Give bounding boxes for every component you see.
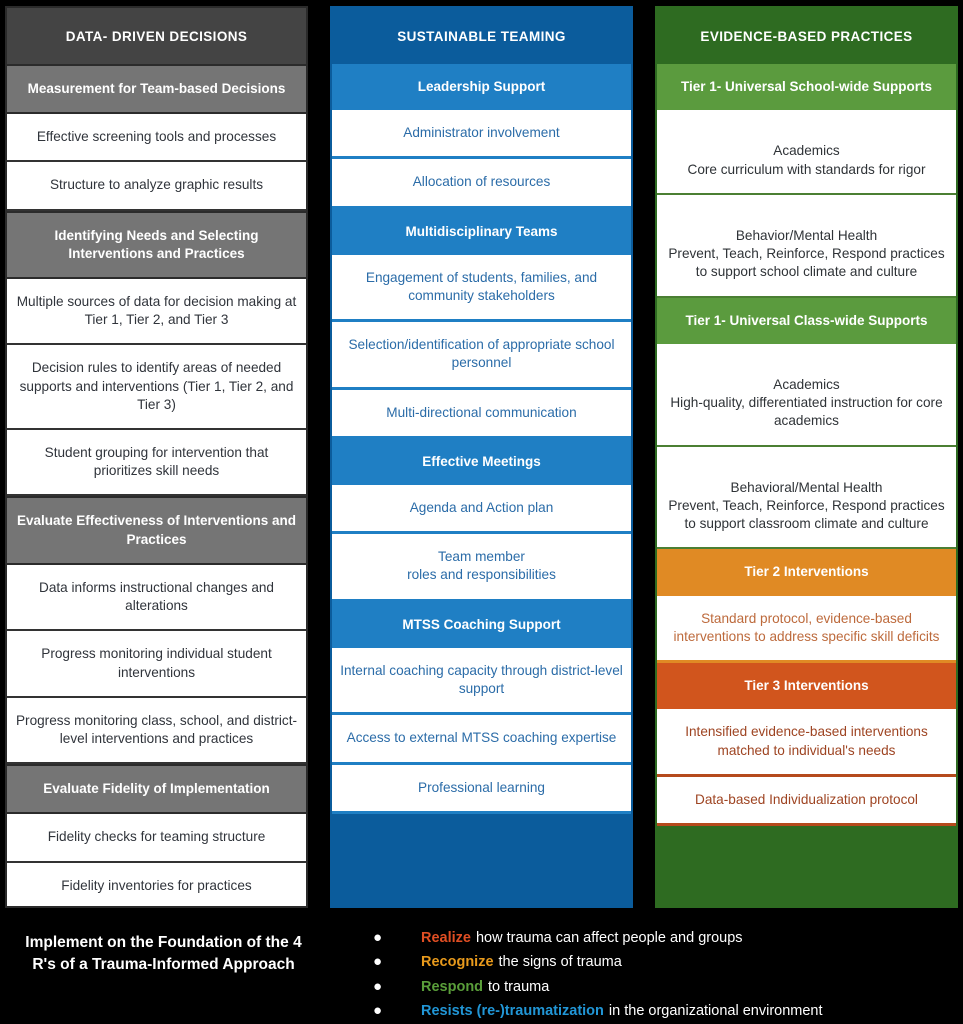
list-item: Standard protocol, evidence-based interventions to address specific skill deficits xyxy=(657,596,956,663)
list-item: Fidelity inventories for practices xyxy=(7,863,306,908)
section-header-evaluate-fidelity: Evaluate Fidelity of Implementation xyxy=(7,764,306,814)
section-header-tier2-interventions: Tier 2 Interventions xyxy=(657,549,956,595)
list-item xyxy=(351,999,957,1023)
list-item: Fidelity checks for teaming structure xyxy=(7,814,306,862)
bullet-icon: ● xyxy=(373,929,383,946)
footer-heading: Implement on the Foundation of the 4 R's of a Trauma-Informed Approach xyxy=(25,934,302,973)
four-rs-key: Realize xyxy=(421,930,471,946)
list-item: Access to external MTSS coaching expertise xyxy=(332,715,631,764)
list-item: Progress monitoring individual student interventions xyxy=(7,631,306,697)
footer-4rs-list xyxy=(321,918,957,1024)
list-item: Progress monitoring class, school, and district-level interventions and practices xyxy=(7,698,306,764)
footer-bar xyxy=(0,908,963,1024)
list-item: Decision rules to identify areas of needed supports and interventions (Tier 1, Tier 2, and Tier 3) xyxy=(7,345,306,430)
list-item xyxy=(351,975,957,999)
list-item: Behavior/Mental Health Prevent, Teach, Reinforce, Respond practices to support school climate and culture xyxy=(657,195,956,298)
list-item: Student grouping for intervention that prioritizes skill needs xyxy=(7,430,306,496)
section-header-identifying-needs: Identifying Needs and Selecting Interventions and Practices xyxy=(7,211,306,279)
list-item xyxy=(351,926,957,950)
section-header-multidisciplinary-teams: Multidisciplinary Teams xyxy=(332,209,631,255)
list-item: Allocation of resources xyxy=(332,159,631,208)
list-item: Data informs instructional changes and alterations xyxy=(7,565,306,631)
section-header-measurement: Measurement for Team-based Decisions xyxy=(7,64,306,114)
list-item: Academics Core curriculum with standards for rigor xyxy=(657,110,956,195)
section-header-tier3-interventions: Tier 3 Interventions xyxy=(657,663,956,709)
list-item: Academics High-quality, differentiated instruction for core academics xyxy=(657,344,956,447)
list-item: Selection/identification of appropriate school personnel xyxy=(332,322,631,389)
list-item: Data-based Individualization protocol xyxy=(657,777,956,826)
list-item: Behavioral/Mental Health Prevent, Teach, Reinforce, Respond practices to support classroom climate and culture xyxy=(657,447,956,550)
column-evidence-based-practices xyxy=(655,6,958,908)
column-sustainable-teaming xyxy=(330,6,633,908)
four-rs-key: Respond xyxy=(421,978,484,995)
bullet-icon: ● xyxy=(373,977,383,995)
section-header-mtss-coaching-support: MTSS Coaching Support xyxy=(332,602,631,648)
list-item: Internal coaching capacity through district-level support xyxy=(332,648,631,715)
section-header-tier1-school-wide: Tier 1- Universal School-wide Supports xyxy=(657,64,956,110)
list-item: Effective screening tools and processes xyxy=(7,114,306,162)
four-rs-text: to trauma xyxy=(488,978,550,995)
list-item: Team member roles and responsibilities xyxy=(332,534,631,601)
section-header-effective-meetings: Effective Meetings xyxy=(332,439,631,485)
bullet-icon: ● xyxy=(373,1002,383,1020)
column-title-data-driven-decisions: DATA- DRIVEN DECISIONS xyxy=(7,8,306,64)
list-item: Multi-directional communication xyxy=(332,390,631,439)
section-header-evaluate-effectiveness: Evaluate Effectiveness of Interventions and Practices xyxy=(7,496,306,564)
section-header-leadership-support: Leadership Support xyxy=(332,64,631,110)
four-rs-list xyxy=(351,926,957,1024)
four-rs-text: how trauma can affect people and groups xyxy=(475,930,743,946)
four-rs-text: the signs of trauma xyxy=(498,954,622,971)
list-item: Administrator involvement xyxy=(332,110,631,159)
four-rs-key: Recognize xyxy=(421,954,494,971)
list-item: Professional learning xyxy=(332,765,631,814)
list-item: Multiple sources of data for decision making at Tier 1, Tier 2, and Tier 3 xyxy=(7,279,306,345)
list-item: Structure to analyze graphic results xyxy=(7,162,306,210)
column-data-driven-decisions xyxy=(5,6,308,908)
four-rs-key: Resists (re-)traumatization xyxy=(421,1003,604,1020)
section-header-tier1-class-wide: Tier 1- Universal Class-wide Supports xyxy=(657,298,956,344)
column-title-evidence-based-practices: EVIDENCE-BASED PRACTICES xyxy=(657,8,956,64)
list-item: Engagement of students, families, and community stakeholders xyxy=(332,255,631,322)
four-rs-text: in the organizational environment xyxy=(608,1003,823,1020)
bullet-icon: ● xyxy=(373,953,383,971)
list-item: Agenda and Action plan xyxy=(332,485,631,534)
list-item: Intensified evidence-based interventions matched to individual's needs xyxy=(657,709,956,776)
list-item xyxy=(351,950,957,974)
column-title-sustainable-teaming: SUSTAINABLE TEAMING xyxy=(332,8,631,64)
